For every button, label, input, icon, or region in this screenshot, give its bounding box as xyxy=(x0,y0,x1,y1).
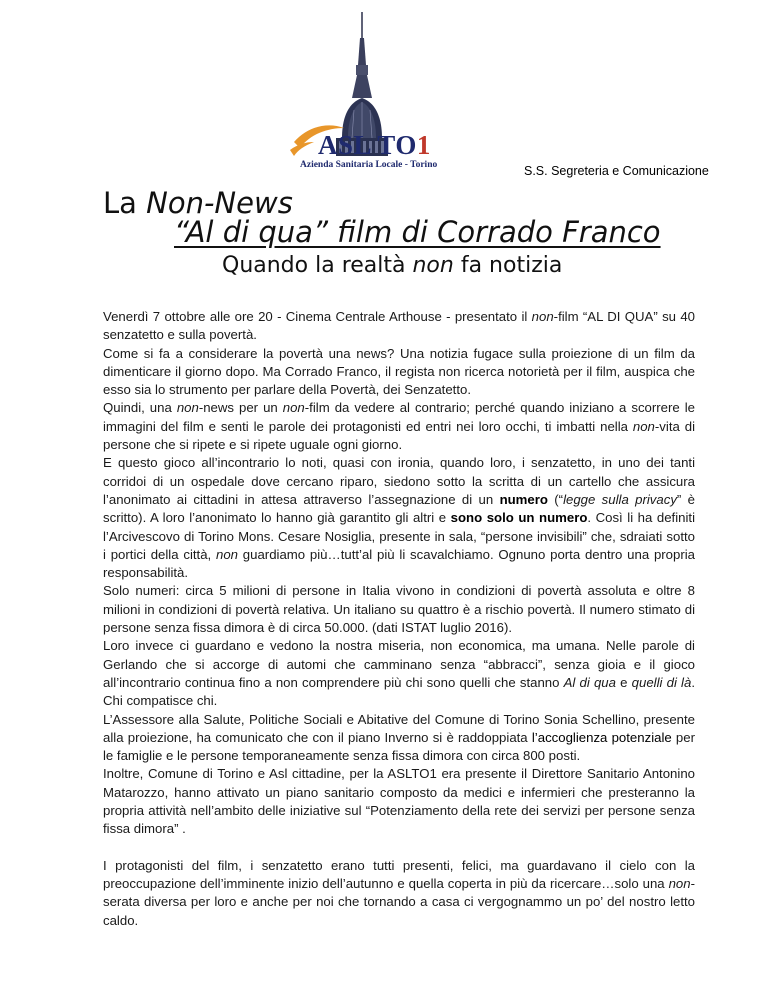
headline-subtitle: Quando la realtà non fa notizia xyxy=(222,253,563,278)
paragraph-7: L’Assessore alla Salute, Politiche Sociali e Abitative del Comune di Torino Sonia Schellino, presente alla proiezione, ha comunicato che con il piano Inverno si è raddoppiata l’accoglienza potenziale per le famiglie e le persone temporaneamente senza fissa dimora con circa 800 posti. xyxy=(103,711,695,764)
headline-line1: La Non-News xyxy=(103,186,293,220)
logo-main-text: ASL TO1 xyxy=(318,130,431,160)
paragraph-6: Loro invece ci guardano e vedono la nostra miseria, non economica, ma umana. Nelle parole di Gerlando che si accorge di automi che camminano senza “abbracci”, senza gioia e il gioco all’incontrario continua fino a non comprendere più chi sono quelli che stanno Al di qua e quelli di là. Chi compatisce chi. xyxy=(103,638,695,709)
paragraph-4: E questo gioco all’incontrario lo noti, quasi con ironia, quando loro, i senzatetto, in uno dei tanti corridoi di un ospedale dove cercano riparo, siedono sotto la scritta di un cartello che assicura l’anonimato ai cittadini in attesa attraverso l’assegnazione di un numero (“legge sulla privacy” è scritto). A loro l’anonimato lo hanno già garantito gli altri e sono solo un numero. Così li ha definiti l’Arcivescovo di Torino Mons. Cesare Nosiglia, presente in sala, “persone invisibili” che, sdraiati sotto i portici della città, non guardiamo più…tutt’al più li scavalchiamo. Ognuno porta dentro una propria responsabilità. xyxy=(103,455,696,581)
paragraph-2: Come si fa a considerare la povertà una news? Una notizia fugace sulla proiezione di un film da dimenticare il giorno dopo. Ma Corrado Franco, il regista non ricerca notorietà per il film, auspica che esso sia lo strumento per parlare della Povertà, dei Senzatetto. xyxy=(103,345,695,398)
paragraph-3: Quindi, una non-news per un non-film da vedere al contrario; perché quando iniziano a scorrere le immagini del film e senti le parole dei protagonisti ed entri nei loro occhi, ti imbatti nella non-vita di persone che si ripete e si ripete uguale ogni giorno. xyxy=(103,400,695,453)
logo-subtitle: Azienda Sanitaria Locale - Torino xyxy=(300,160,438,170)
paragraph-8: Inoltre, Comune di Torino e Asl cittadine, per la ASLTO1 era presente il Direttore Sanitario Antonino Matarozzo, hanno attivato un piano sanitario composto da medici e infermieri che presteranno la propria attività nell’ambito delle iniziative sul “Potenziamento della rete dei servizi per persone senza fissa dimora” . xyxy=(103,766,695,837)
paragraph-9: I protagonisti del film, i senzatetto erano tutti presenti, felici, ma guardavano il cielo con la preoccupazione dell’imminente inizio dell’autunno e quella coperta in più da ricercare…solo una non-serata diversa per loro e anche per noi che tornando a casa ci vergognammo un po’ del nostro letto caldo. xyxy=(103,857,695,928)
paragraph-1: Venerdì 7 ottobre alle ore 20 - Cinema Centrale Arthouse - presentato il non-film “AL DI QUA” su 40 senzatetto e sulla povertà. xyxy=(103,309,695,343)
department-label: S.S. Segreteria e Comunicazione xyxy=(524,164,709,178)
article-body xyxy=(103,308,695,930)
paragraph-5: Solo numeri: circa 5 milioni di persone in Italia vivono in condizioni di povertà assoluta e oltre 8 milioni in condizioni di povertà relativa. Un italiano su quattro è a rischio povertà. Il numero stimato di persone senza fissa dimora è di circa 50.000. (dati ISTAT luglio 2016). xyxy=(103,583,695,636)
headline-line2: “Al di qua” film di Corrado Franco xyxy=(174,215,661,249)
